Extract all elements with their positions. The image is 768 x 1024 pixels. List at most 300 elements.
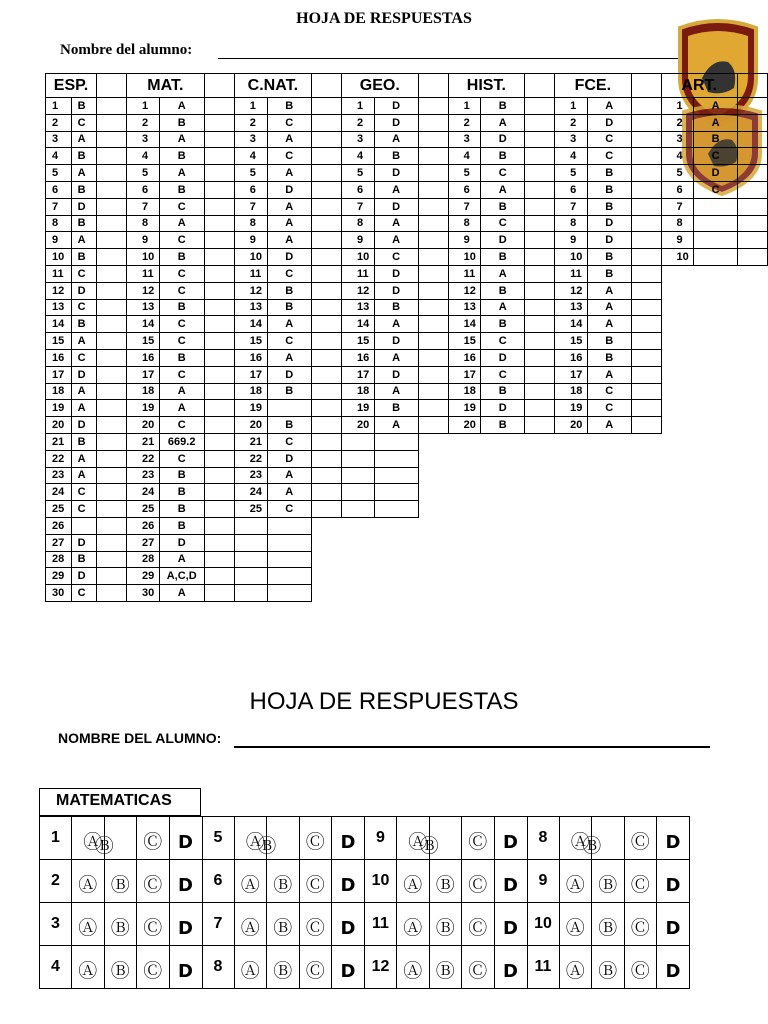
option-bubble-c[interactable]: Ⓒ (137, 817, 170, 860)
empty-cell (694, 417, 738, 434)
spacer-cell (311, 131, 341, 148)
bubble-question-number: 12 (365, 946, 397, 989)
spacer-cell (418, 148, 448, 165)
spacer-cell (204, 282, 234, 299)
spacer-cell (204, 181, 234, 198)
option-bubble-b[interactable]: Ⓑ (429, 860, 462, 903)
spacer-cell (631, 215, 661, 232)
question-number: 23 (46, 467, 72, 484)
answer-value: D (374, 98, 418, 115)
empty-cell (311, 585, 341, 602)
question-number: 10 (448, 249, 481, 266)
empty-cell (525, 467, 555, 484)
bubble-sheet-name-label: NOMBRE DEL ALUMNO: (58, 730, 222, 746)
question-number: 6 (46, 181, 72, 198)
empty-cell (631, 585, 661, 602)
answer-value: C (267, 433, 311, 450)
question-number: 19 (234, 400, 267, 417)
spacer-cell (96, 417, 126, 434)
question-number: 5 (448, 165, 481, 182)
empty-cell (661, 517, 694, 534)
answer-row (46, 98, 768, 115)
option-bubble-d[interactable]: D (169, 903, 202, 946)
option-bubble-c[interactable]: Ⓒ (299, 946, 332, 989)
answer-row (46, 181, 768, 198)
option-bubble-a[interactable]: Ⓐ (234, 860, 267, 903)
answer-value: C (159, 333, 204, 350)
question-number: 13 (126, 299, 159, 316)
answer-value: A (374, 232, 418, 249)
question-number: 15 (341, 333, 374, 350)
empty-cell (661, 551, 694, 568)
answer-value: A (71, 333, 96, 350)
question-number: 1 (234, 98, 267, 115)
spacer-cell (204, 74, 234, 98)
spacer-cell (96, 383, 126, 400)
question-number: 9 (234, 232, 267, 249)
spacer-cell (204, 165, 234, 182)
option-bubble-d[interactable]: D (332, 946, 365, 989)
option-bubble-c[interactable]: Ⓒ (299, 903, 332, 946)
spacer-cell (204, 114, 234, 131)
question-number: 16 (555, 349, 588, 366)
answer-value: A (267, 349, 311, 366)
question-number: 3 (555, 131, 588, 148)
option-bubble-b[interactable] (582, 817, 625, 860)
empty-cell (525, 585, 555, 602)
spacer-cell (96, 181, 126, 198)
empty-cell (418, 433, 448, 450)
empty-cell (555, 501, 588, 518)
empty-cell (341, 501, 374, 518)
answer-value: A (587, 98, 631, 115)
question-number: 4 (46, 148, 72, 165)
question-number: 12 (555, 282, 588, 299)
question-number: 18 (126, 383, 159, 400)
option-bubble-a[interactable]: Ⓐ (72, 860, 105, 903)
empty-cell (555, 450, 588, 467)
answer-value: D (374, 198, 418, 215)
spacer-cell (631, 198, 661, 215)
answer-value: D (71, 366, 96, 383)
answer-value: C (71, 299, 96, 316)
option-bubble-c[interactable]: Ⓒ (462, 860, 495, 903)
answer-value (71, 517, 96, 534)
bubble-question-number: 7 (202, 903, 234, 946)
answer-value: B (159, 484, 204, 501)
empty-cell (661, 417, 694, 434)
subject-header-fce: FCE. (555, 74, 631, 98)
spacer-cell (204, 517, 234, 534)
question-number: 10 (661, 249, 694, 266)
option-bubble-d[interactable]: D (494, 860, 527, 903)
answer-value: A (481, 265, 525, 282)
empty-cell (341, 551, 374, 568)
option-bubble-b[interactable]: Ⓑ (592, 860, 625, 903)
overlapped-b-bubble: Ⓑ (582, 834, 602, 857)
answer-value: A (374, 215, 418, 232)
bubble-row (40, 946, 690, 989)
answer-value: C (267, 501, 311, 518)
answer-value: B (694, 131, 738, 148)
question-number: 1 (448, 98, 481, 115)
empty-cell (418, 450, 448, 467)
option-bubble-a[interactable]: Ⓐ (234, 817, 267, 860)
question-number: 1 (46, 98, 72, 115)
option-bubble-c[interactable]: Ⓒ (137, 903, 170, 946)
option-bubble-d[interactable]: D (657, 946, 690, 989)
student-name-label: Nombre del alumno: (60, 42, 193, 58)
question-number: 9 (661, 232, 694, 249)
answer-value: D (587, 232, 631, 249)
spacer-cell (631, 131, 661, 148)
option-bubble-d[interactable]: D (169, 817, 202, 860)
spacer-cell (737, 98, 767, 115)
bubble-question-number: 3 (40, 903, 72, 946)
spacer-cell (204, 98, 234, 115)
empty-cell (694, 299, 738, 316)
answer-value: A (587, 417, 631, 434)
bubble-question-number: 4 (40, 946, 72, 989)
answer-row (46, 198, 768, 215)
subject-header-hist: HIST. (448, 74, 525, 98)
answer-value: A (587, 282, 631, 299)
spacer-cell (525, 366, 555, 383)
option-bubble-a[interactable]: Ⓐ (397, 903, 430, 946)
question-number: 14 (46, 316, 72, 333)
answer-row (46, 417, 768, 434)
option-bubble-d[interactable]: D (332, 903, 365, 946)
answer-value: C (267, 265, 311, 282)
option-bubble-a[interactable]: Ⓐ (559, 860, 592, 903)
spacer-cell (525, 114, 555, 131)
answer-row (46, 383, 768, 400)
answer-value: C (374, 249, 418, 266)
empty-cell (267, 534, 311, 551)
option-bubble-a[interactable]: Ⓐ (234, 946, 267, 989)
question-number: 17 (341, 366, 374, 383)
spacer-cell (737, 215, 767, 232)
question-number: 28 (126, 551, 159, 568)
bubble-question-number: 2 (40, 860, 72, 903)
question-number: 22 (46, 450, 72, 467)
bubble-answer-table (39, 816, 690, 989)
question-number: 12 (234, 282, 267, 299)
spacer-cell (737, 232, 767, 249)
spacer-cell (96, 165, 126, 182)
empty-cell (234, 585, 267, 602)
spacer-cell (418, 181, 448, 198)
answer-value: B (481, 282, 525, 299)
answer-row (46, 165, 768, 182)
answer-value: B (267, 299, 311, 316)
question-number: 5 (341, 165, 374, 182)
spacer-cell (418, 215, 448, 232)
option-bubble-c[interactable]: Ⓒ (462, 946, 495, 989)
answer-value: A (587, 299, 631, 316)
option-bubble-a[interactable]: Ⓐ (559, 817, 592, 860)
question-number: 29 (126, 568, 159, 585)
option-bubble-b[interactable]: Ⓑ (104, 860, 137, 903)
answer-value: C (159, 316, 204, 333)
spacer-cell (631, 165, 661, 182)
option-bubble-a[interactable]: Ⓐ (559, 946, 592, 989)
answer-value: A (374, 316, 418, 333)
spacer-cell (311, 165, 341, 182)
empty-cell (418, 568, 448, 585)
question-number: 20 (234, 417, 267, 434)
option-bubble-c[interactable]: Ⓒ (137, 946, 170, 989)
empty-cell (694, 551, 738, 568)
answer-value: B (267, 98, 311, 115)
empty-cell (418, 467, 448, 484)
spacer-cell (631, 265, 661, 282)
option-bubble-b[interactable]: Ⓑ (267, 946, 300, 989)
question-number: 16 (448, 349, 481, 366)
option-bubble-b[interactable]: Ⓑ (104, 946, 137, 989)
empty-cell (661, 383, 694, 400)
question-number: 8 (126, 215, 159, 232)
spacer-cell (311, 400, 341, 417)
option-bubble-c[interactable]: Ⓒ (624, 946, 657, 989)
spacer-cell (737, 74, 767, 98)
spacer-cell (737, 114, 767, 131)
empty-cell (341, 467, 374, 484)
question-number: 20 (126, 417, 159, 434)
answer-value: B (587, 198, 631, 215)
option-bubble-c[interactable]: Ⓒ (624, 817, 657, 860)
empty-cell (661, 433, 694, 450)
option-bubble-a[interactable]: Ⓐ (559, 903, 592, 946)
empty-cell (737, 383, 767, 400)
option-bubble-a[interactable]: Ⓐ (72, 946, 105, 989)
spacer-cell (525, 333, 555, 350)
option-bubble-a[interactable]: Ⓐ (72, 903, 105, 946)
option-bubble-a[interactable]: Ⓐ (397, 946, 430, 989)
answer-row (46, 148, 768, 165)
answer-value: D (481, 232, 525, 249)
empty-cell (587, 517, 631, 534)
option-bubble-b[interactable] (94, 817, 137, 860)
empty-cell (737, 433, 767, 450)
option-bubble-c[interactable]: Ⓒ (624, 903, 657, 946)
option-bubble-b[interactable]: Ⓑ (429, 946, 462, 989)
empty-cell (448, 551, 481, 568)
question-number: 11 (234, 265, 267, 282)
spacer-cell (525, 148, 555, 165)
option-bubble-c[interactable]: Ⓒ (137, 860, 170, 903)
empty-cell (481, 484, 525, 501)
question-number: 4 (234, 148, 267, 165)
option-bubble-d[interactable]: D (494, 903, 527, 946)
spacer-cell (204, 585, 234, 602)
question-number: 7 (234, 198, 267, 215)
question-number: 19 (126, 400, 159, 417)
spacer-cell (418, 333, 448, 350)
spacer-cell (311, 198, 341, 215)
option-bubble-b[interactable]: Ⓑ (592, 946, 625, 989)
option-bubble-d[interactable]: D (657, 860, 690, 903)
answer-value: C (481, 366, 525, 383)
option-bubble-b[interactable]: Ⓑ (592, 903, 625, 946)
option-bubble-b[interactable]: Ⓑ (267, 903, 300, 946)
spacer-cell (204, 215, 234, 232)
spacer-cell (204, 417, 234, 434)
student-name-line[interactable] (218, 58, 688, 59)
spacer-cell (525, 232, 555, 249)
spacer-cell (525, 98, 555, 115)
answer-value: C (71, 114, 96, 131)
question-number: 16 (341, 349, 374, 366)
empty-cell (555, 568, 588, 585)
answer-value: B (159, 517, 204, 534)
question-number: 14 (341, 316, 374, 333)
spacer-cell (311, 433, 341, 450)
question-number: 10 (234, 249, 267, 266)
empty-cell (481, 517, 525, 534)
question-number: 1 (341, 98, 374, 115)
option-bubble-d[interactable]: D (332, 860, 365, 903)
answer-value: D (159, 534, 204, 551)
spacer-cell (631, 366, 661, 383)
question-number: 2 (661, 114, 694, 131)
empty-cell (631, 551, 661, 568)
option-bubble-c[interactable]: Ⓒ (462, 903, 495, 946)
spacer-cell (204, 366, 234, 383)
answer-row (46, 299, 768, 316)
answer-value: D (267, 181, 311, 198)
empty-cell (341, 517, 374, 534)
spacer-cell (525, 316, 555, 333)
option-bubble-c[interactable]: Ⓒ (462, 817, 495, 860)
answer-value: C (159, 417, 204, 434)
empty-cell (267, 551, 311, 568)
option-bubble-b[interactable]: Ⓑ (267, 860, 300, 903)
option-bubble-b[interactable]: Ⓑ (104, 903, 137, 946)
answer-value: B (481, 249, 525, 266)
question-number: 5 (46, 165, 72, 182)
answer-value (694, 232, 738, 249)
spacer-cell (204, 349, 234, 366)
empty-cell (311, 551, 341, 568)
subject-label: MATEMATICAS (39, 788, 201, 816)
bubble-question-number: 11 (365, 903, 397, 946)
answer-value: D (374, 265, 418, 282)
answer-value: B (374, 400, 418, 417)
empty-cell (587, 467, 631, 484)
empty-cell (481, 501, 525, 518)
answer-value: D (267, 450, 311, 467)
empty-cell (374, 433, 418, 450)
option-bubble-c[interactable]: Ⓒ (624, 860, 657, 903)
spacer-cell (311, 215, 341, 232)
answer-value: C (159, 450, 204, 467)
option-bubble-d[interactable]: D (657, 817, 690, 860)
question-number: 22 (234, 450, 267, 467)
option-bubble-c[interactable]: Ⓒ (299, 817, 332, 860)
spacer-cell (737, 181, 767, 198)
spacer-cell (418, 316, 448, 333)
option-bubble-d[interactable]: D (169, 946, 202, 989)
empty-cell (448, 467, 481, 484)
option-bubble-d[interactable]: D (657, 903, 690, 946)
spacer-cell (311, 383, 341, 400)
answer-row (46, 501, 768, 518)
option-bubble-d[interactable]: D (332, 817, 365, 860)
bubble-sheet-name-line[interactable] (234, 746, 710, 748)
spacer-cell (96, 131, 126, 148)
question-number: 7 (555, 198, 588, 215)
option-bubble-a[interactable]: Ⓐ (72, 817, 105, 860)
answer-value: B (159, 501, 204, 518)
option-bubble-d[interactable]: D (494, 817, 527, 860)
answer-value: B (71, 249, 96, 266)
bubble-question-number: 9 (365, 817, 397, 860)
spacer-cell (311, 349, 341, 366)
question-number: 12 (126, 282, 159, 299)
answer-value: D (694, 165, 738, 182)
spacer-cell (311, 98, 341, 115)
option-bubble-a[interactable]: Ⓐ (234, 903, 267, 946)
spacer-cell (525, 181, 555, 198)
empty-cell (481, 450, 525, 467)
option-bubble-a[interactable]: Ⓐ (397, 860, 430, 903)
empty-cell (661, 366, 694, 383)
option-bubble-a[interactable]: Ⓐ (397, 817, 430, 860)
bubble-row (40, 860, 690, 903)
answer-value (267, 400, 311, 417)
answer-value: A (71, 232, 96, 249)
spacer-cell (204, 467, 234, 484)
spacer-cell (204, 232, 234, 249)
answer-value: A (267, 484, 311, 501)
spacer-cell (96, 299, 126, 316)
question-number: 24 (46, 484, 72, 501)
question-number: 11 (126, 265, 159, 282)
spacer-cell (204, 383, 234, 400)
empty-cell (587, 501, 631, 518)
question-number: 5 (661, 165, 694, 182)
answer-row (46, 585, 768, 602)
option-bubble-b[interactable] (419, 817, 462, 860)
spacer-cell (631, 383, 661, 400)
question-number: 9 (448, 232, 481, 249)
spacer-cell (96, 74, 126, 98)
spacer-cell (96, 501, 126, 518)
empty-cell (448, 585, 481, 602)
answer-row (46, 433, 768, 450)
answer-value: B (374, 148, 418, 165)
spacer-cell (96, 534, 126, 551)
empty-cell (661, 333, 694, 350)
question-number: 3 (341, 131, 374, 148)
empty-cell (448, 501, 481, 518)
answer-value: B (159, 249, 204, 266)
answer-value: A (71, 131, 96, 148)
option-bubble-c[interactable]: Ⓒ (299, 860, 332, 903)
empty-cell (694, 333, 738, 350)
spacer-cell (96, 148, 126, 165)
option-bubble-b[interactable] (257, 817, 300, 860)
spacer-cell (311, 232, 341, 249)
option-bubble-b[interactable]: Ⓑ (429, 903, 462, 946)
bubble-question-number: 10 (365, 860, 397, 903)
spacer-cell (737, 131, 767, 148)
spacer-cell (418, 232, 448, 249)
option-bubble-d[interactable]: D (494, 946, 527, 989)
question-number: 15 (448, 333, 481, 350)
option-bubble-d[interactable]: D (169, 860, 202, 903)
